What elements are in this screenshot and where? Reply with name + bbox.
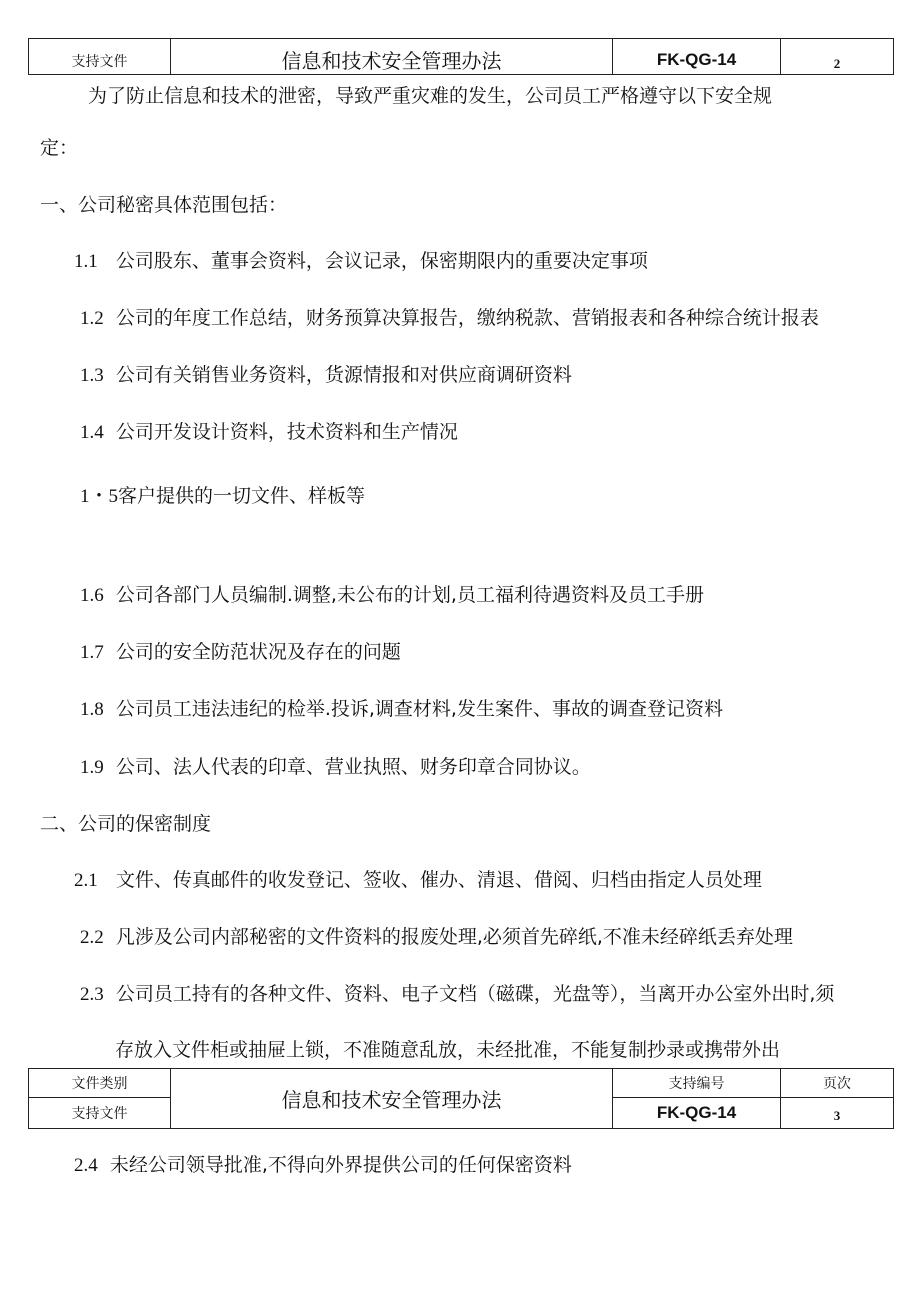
list-item (80, 583, 704, 608)
list-item (74, 249, 648, 274)
list-item (74, 868, 762, 893)
item-number: 1.1 (74, 251, 98, 272)
header-code: FK-QG-14 (613, 1098, 781, 1129)
item-number: 2.4 (74, 1155, 98, 1176)
item-number: 1.6 (80, 585, 104, 606)
section-1-heading: 一、公司秘密具体范围包括： (40, 194, 288, 216)
item-text: 公司员工违法违纪的检举.投诉,调查材料,发生案件、事故的调查登记资料 (115, 698, 723, 720)
item-text: 客户提供的一切文件、样板等 (118, 485, 366, 507)
list-item-continuation: 存放入文件柜或抽屉上锁，不准随意乱放，未经批准，不能复制抄录或携带外出 (115, 1039, 781, 1061)
header-page-number: 3 (781, 1098, 894, 1129)
item-number: 2.1 (74, 870, 98, 891)
item-number: 1・5 (80, 486, 119, 507)
item-number: 1.2 (80, 308, 104, 329)
item-number: 1.9 (80, 757, 104, 778)
item-text: 公司的安全防范状况及存在的问题 (115, 641, 401, 663)
item-text: 公司各部门人员编制.调整,未公布的计划,员工福利待遇资料及员工手册 (115, 584, 704, 606)
item-text: 文件、传真邮件的收发登记、签收、催办、清退、借阅、归档由指定人员处理 (115, 869, 762, 891)
header-code-label: 支持编号 (613, 1069, 781, 1098)
item-text: 公司员工持有的各种文件、资料、电子文档（磁碟，光盘等），当离开办公室外出时,须 (115, 983, 835, 1005)
item-number: 1.4 (80, 422, 104, 443)
list-item (80, 697, 723, 722)
item-text: 凡涉及公司内部秘密的文件资料的报废处理,必须首先碎纸,不准未经碎纸丢弃处理 (115, 926, 793, 948)
item-text: 公司、法人代表的印章、营业执照、财务印章合同协议。 (115, 756, 591, 778)
header-page-label: 页次 (781, 1069, 894, 1098)
list-item (74, 1153, 572, 1178)
header-category-label: 文件类别 (29, 1069, 171, 1098)
list-item (80, 640, 401, 665)
intro-line-2: 定： (40, 137, 79, 159)
item-number: 1.3 (80, 365, 104, 386)
list-item (80, 755, 591, 780)
header-table-page-2 (28, 38, 894, 75)
item-number: 2.2 (80, 927, 104, 948)
list-item (80, 363, 572, 388)
header-support-label: 支持文件 (29, 1098, 171, 1129)
list-item (80, 306, 819, 331)
list-item (80, 484, 365, 509)
item-text: 公司开发设计资料，技术资料和生产情况 (115, 421, 458, 443)
list-item (80, 982, 834, 1007)
header-support-label: 支持文件 (29, 39, 171, 75)
header-code: FK-QG-14 (613, 39, 781, 75)
header-title: 信息和技术安全管理办法 (171, 1069, 613, 1129)
item-number: 1.7 (80, 642, 104, 663)
item-text: 公司有关销售业务资料，货源情报和对供应商调研资料 (115, 364, 572, 386)
header-page-number: 2 (781, 39, 894, 75)
section-2-heading: 二、公司的保密制度 (40, 813, 212, 835)
header-title: 信息和技术安全管理办法 (171, 39, 613, 75)
item-text: 未经公司领导批准,不得向外界提供公司的任何保密资料 (109, 1154, 572, 1176)
item-text: 公司的年度工作总结，财务预算决算报告，缴纳税款、营销报表和各种综合统计报表 (115, 307, 819, 329)
item-number: 1.8 (80, 699, 104, 720)
intro-line-1: 为了防止信息和技术的泄密，导致严重灾难的发生，公司员工严格遵守以下安全规 (88, 85, 773, 107)
item-number: 2.3 (80, 984, 104, 1005)
header-table-page-3 (28, 1068, 894, 1129)
list-item (80, 925, 793, 950)
list-item (80, 420, 458, 445)
item-text: 公司股东、董事会资料，会议记录，保密期限内的重要决定事项 (115, 250, 648, 272)
